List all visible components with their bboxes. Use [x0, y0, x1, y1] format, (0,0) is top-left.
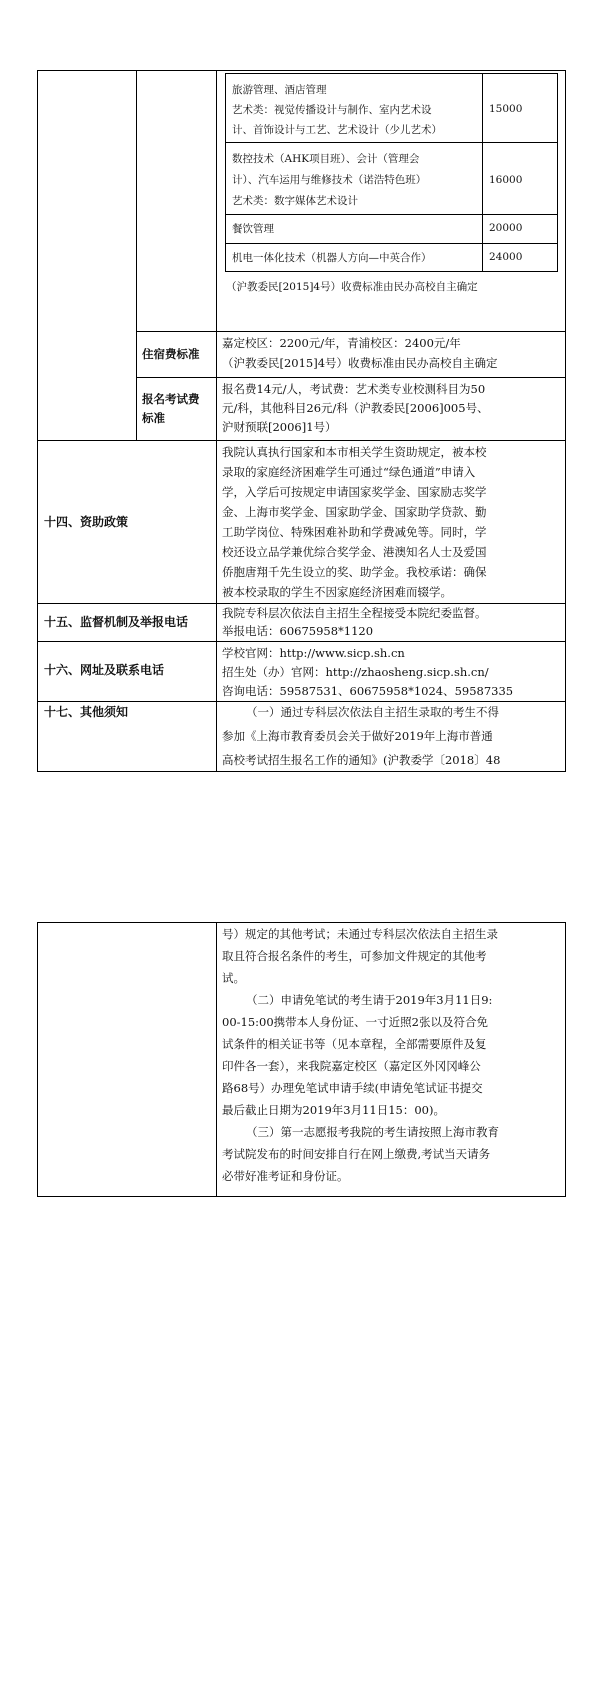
fee-row-1-amount: 15000 — [489, 103, 523, 115]
p2-line-6: 试条件的相关证书等（见本章程，全部需要原件及复 — [222, 1037, 487, 1051]
p2-border-left — [37, 922, 38, 1197]
p2-line-7: 印件各一套），来我院嘉定校区（嘉定区外冈冈峰公 — [222, 1059, 481, 1073]
section14-line-2: 录取的家庭经济困难学生可通过“绿色通道”申请入 — [222, 465, 476, 479]
accommodation-label: 住宿费标准 — [142, 347, 200, 361]
border-bottom — [37, 771, 566, 772]
p2-line-4: （二）申请免笔试的考生请于2019年3月11日9: — [246, 993, 493, 1007]
section17-line-2: 参加《上海市教育委员会关于做好2019年上海市普通 — [222, 729, 493, 743]
section14-line-8: 被本校录取的学生不因家庭经济困难而辍学。 — [222, 585, 452, 599]
border-top — [37, 70, 566, 71]
p2-col-divider — [216, 922, 217, 1197]
p2-border-top — [37, 922, 566, 923]
p2-line-3: 试。 — [222, 971, 245, 985]
fee-note: （沪教委民[2015]4号）收费标准由民办高校自主确定 — [226, 281, 478, 293]
admissions-link[interactable]: 招生处（办）官网：http://zhaosheng.sicp.sh.cn/ — [222, 665, 489, 679]
registration-label-line-1: 报名考试费 — [142, 392, 200, 406]
fee-row-2-line-1: 数控技术（AHK项目班）、会计（管理会 — [232, 153, 420, 165]
fee-row-4-line-1: 机电一体化技术（机器人方向—中英合作） — [232, 252, 432, 264]
col-divider-1 — [136, 70, 137, 440]
fee-row-1-line-1: 旅游管理、酒店管理 — [232, 84, 327, 96]
section14-line-6: 校还设立品学兼优综合奖学金、港澳知名人士及爱国 — [222, 545, 487, 559]
fee-row-2-line-2: 计）、汽车运用与维修技术（诺浩特色班） — [232, 174, 427, 186]
fee-row-3-line-1: 餐饮管理 — [232, 223, 274, 235]
section14-line-5: 工助学岗位、特殊困难补助和学费减免等。同时，学 — [222, 525, 487, 539]
section15-line-2: 举报电话：60675958*1120 — [222, 624, 374, 638]
col-divider-2 — [216, 70, 217, 772]
p2-line-11: 考试院发布的时间安排自行在网上缴费,考试当天请务 — [222, 1147, 491, 1161]
sub-bottom — [225, 271, 558, 272]
sub-row-2 — [225, 214, 558, 215]
section17-line-1: （一）通过专科层次依法自主招生录取的考生不得 — [246, 705, 499, 719]
p2-line-8: 路68号）办理免笔试申请手续(申请免笔试证书提交 — [222, 1081, 483, 1095]
section14-line-7: 侨胞唐翔千先生设立的奖、助学金。我校承诺：确保 — [222, 565, 487, 579]
section17-line-3: 高校考试招生报名工作的通知》(沪教委学〔2018〕48 — [222, 753, 501, 767]
p2-line-12: 必带好准考证和身份证。 — [222, 1169, 349, 1183]
section14-line-4: 金、上海市奖学金、国家助学金、国家助学贷款、勤 — [222, 505, 487, 519]
section14-line-1: 我院认真执行国家和本市相关学生资助规定，被本校 — [222, 445, 487, 459]
border-left — [37, 70, 38, 772]
contact-phones: 咨询电话：59587531、60675958*1024、59587335 — [222, 684, 514, 698]
section15-line-1: 我院专科层次依法自主招生全程接受本院纪委监督。 — [222, 606, 487, 620]
fee-row-4-amount: 24000 — [489, 251, 523, 263]
accommodation-line-1: 嘉定校区：2200元/年，青浦校区：2400元/年 — [222, 336, 461, 350]
fee-row-1-line-2: 艺术类：视觉传播设计与制作、室内艺术设 — [232, 104, 432, 116]
fee-row-2-line-3: 艺术类：数字媒体艺术设计 — [232, 195, 358, 207]
fee-row-2-amount: 16000 — [489, 174, 523, 186]
row-line-s17-top — [37, 701, 566, 702]
registration-line-2: 元/科，其他科目26元/科（沪教委民[2006]005号、 — [222, 401, 489, 415]
fee-row-3-amount: 20000 — [489, 222, 523, 234]
section17-label: 十七、其他须知 — [44, 705, 129, 719]
p2-line-9: 最后截止日期为2019年3月11日15：00)。 — [222, 1103, 445, 1117]
border-right — [565, 70, 566, 772]
website-link[interactable]: 学校官网：http://www.sicp.sh.cn — [222, 646, 405, 660]
p2-border-bottom — [37, 1196, 566, 1197]
section16-label: 十六、网址及联系电话 — [44, 663, 165, 677]
section15-label: 十五、监督机制及举报电话 — [44, 615, 189, 629]
sub-top — [225, 73, 558, 74]
fee-row-1-line-3: 计、首饰设计与工艺、艺术设计（少儿艺术） — [232, 124, 442, 136]
sub-row-3 — [225, 243, 558, 244]
p2-border-right — [565, 922, 566, 1197]
registration-line-1: 报名费14元/人，考试费：艺术类专业校测科目为50 — [222, 382, 486, 396]
row-line-s16-top — [37, 641, 566, 642]
registration-line-3: 沪财预联[2006]1号） — [222, 420, 337, 434]
p2-line-1: 号）规定的其他考试；未通过专科层次依法自主招生录 — [222, 927, 498, 941]
section14-line-3: 学，入学后可按规定申请国家奖学金、国家励志奖学 — [222, 485, 487, 499]
registration-label-line-2: 标准 — [142, 411, 165, 425]
p2-line-5: 00-15:00携带本人身份证、一寸近照2张以及符合免 — [222, 1015, 488, 1029]
row-line-registration-top — [136, 377, 566, 378]
row-line-accommodation-top — [136, 331, 566, 332]
p2-line-10: （三）第一志愿报考我院的考生请按照上海市教育 — [246, 1125, 499, 1139]
row-line-s14-top — [37, 440, 566, 441]
p2-line-2: 取且符合报名条件的考生，可参加文件规定的其他考 — [222, 949, 487, 963]
sub-row-1 — [225, 142, 558, 143]
accommodation-line-2: （沪教委民[2015]4号）收费标准由民办高校自主确定 — [222, 356, 498, 370]
section14-label: 十四、资助政策 — [44, 515, 129, 529]
